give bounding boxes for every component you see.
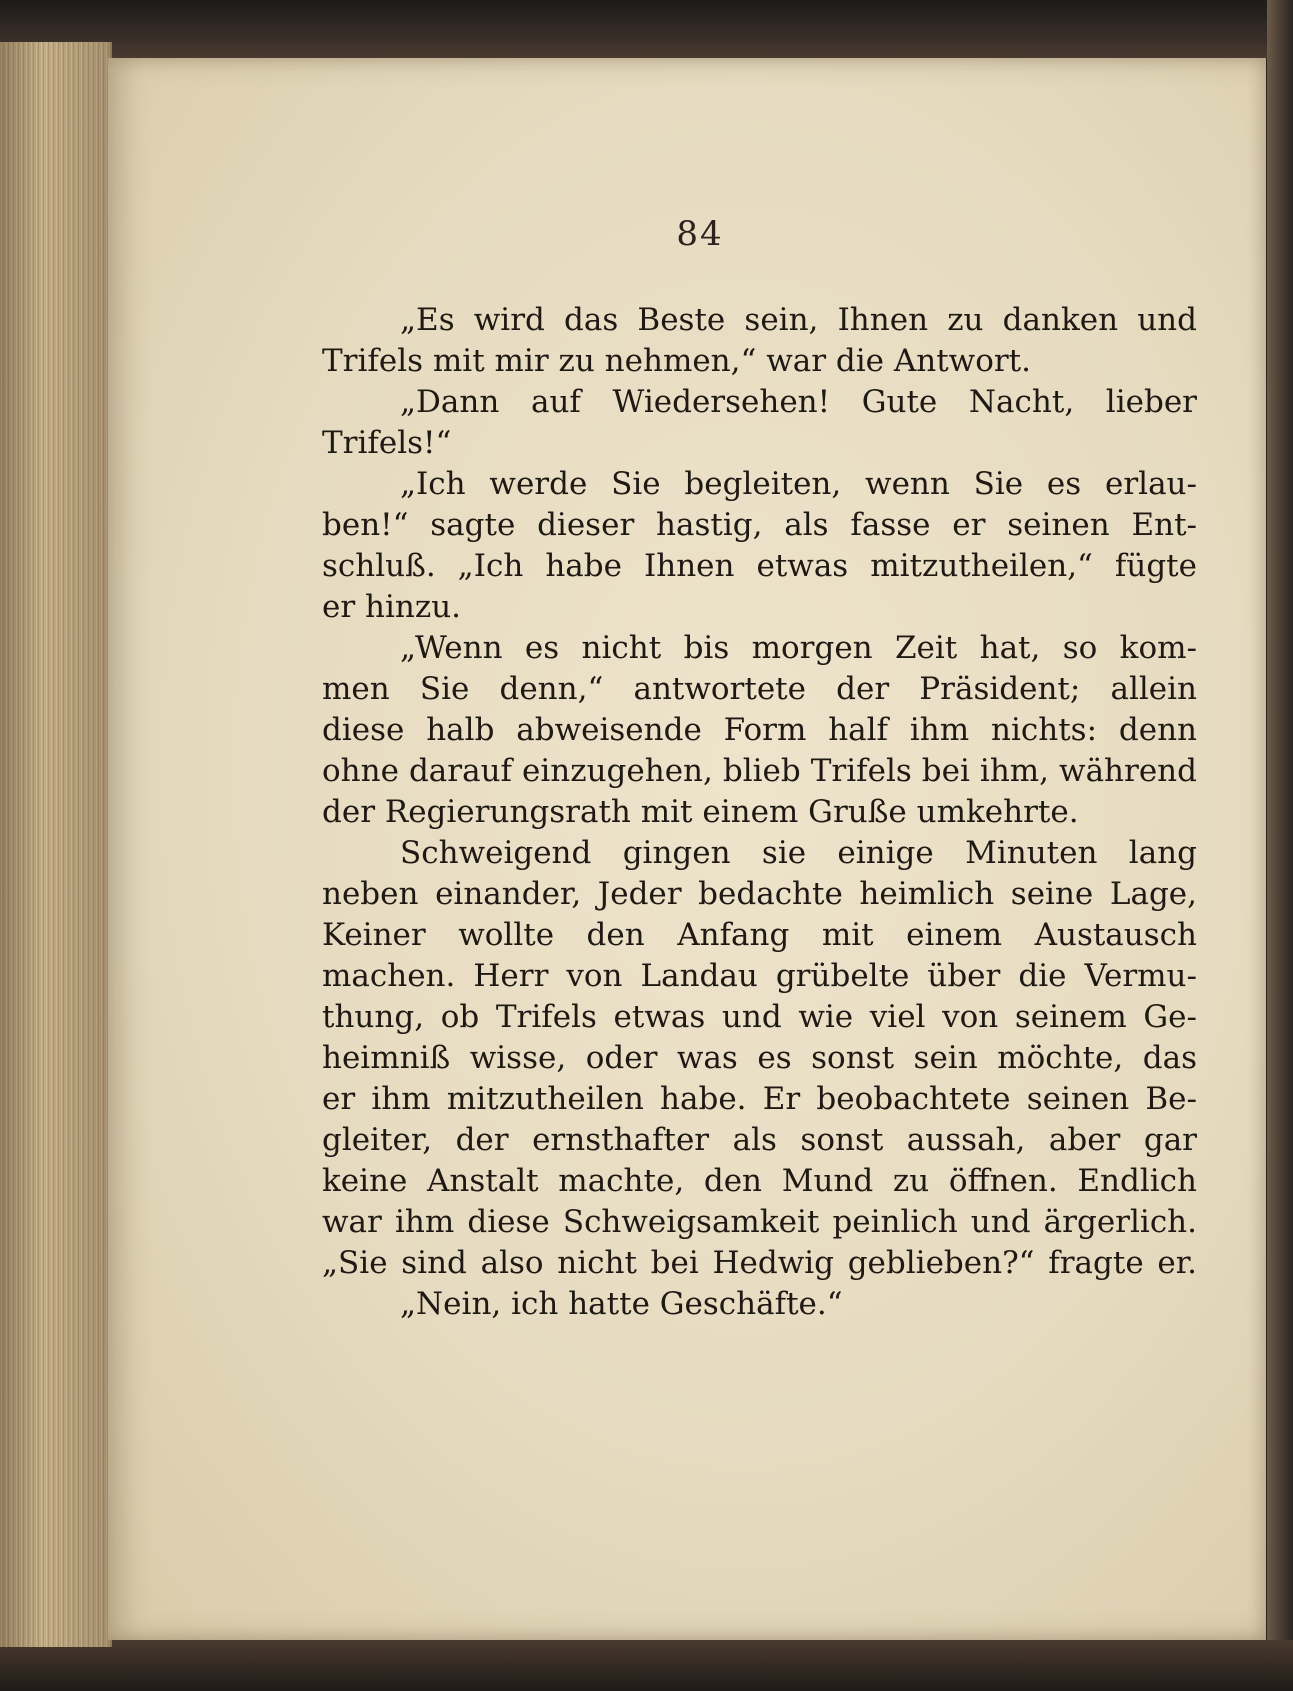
text-line: gleiter, der ernsthafter als sonst aussah, aber gar xyxy=(322,1122,1197,1158)
text-line: „Ich werde Sie begleiten, wenn Sie es erlau- xyxy=(400,466,1197,502)
text-line: „Dann auf Wiedersehen! Gute Nacht, lieber xyxy=(400,384,1197,420)
text-line: „Sie sind also nicht bei Hedwig geblieben?“ fragte er. xyxy=(322,1245,1197,1281)
cover-board-bottom xyxy=(0,1640,1293,1691)
cover-board-top xyxy=(0,0,1293,58)
text-line: war ihm diese Schweigsamkeit peinlich und ärgerlich. xyxy=(322,1204,1197,1240)
text-line: neben einander, Jeder bedachte heimlich seine Lage, xyxy=(322,876,1197,912)
text-line: keine Anstalt machte, den Mund zu öffnen. Endlich xyxy=(322,1163,1197,1199)
text-line: er hinzu. xyxy=(322,589,462,625)
page-number: 84 xyxy=(676,214,724,254)
text-line: machen. Herr von Landau grübelte über die Vermu- xyxy=(322,958,1197,994)
text-line: Trifels!“ xyxy=(322,425,452,461)
text-line: Schweigend gingen sie einige Minuten lang xyxy=(400,835,1197,871)
text-line: diese halb abweisende Form half ihm nichts: denn xyxy=(322,712,1197,748)
text-line: der Regierungsrath mit einem Gruße umkehrte. xyxy=(322,794,1079,830)
text-line: Keiner wollte den Anfang mit einem Austausch xyxy=(322,917,1197,953)
text-line: „Wenn es nicht bis morgen Zeit hat, so kom- xyxy=(400,630,1197,666)
text-line: er ihm mitzutheilen habe. Er beobachtete seinen Be- xyxy=(322,1081,1197,1117)
cover-board-right xyxy=(1267,0,1293,1691)
text-line: men Sie denn,“ antwortete der Präsident; allein xyxy=(322,671,1197,707)
text-line: ben!“ sagte dieser hastig, als fasse er seinen Ent- xyxy=(322,507,1197,543)
text-line: „Nein, ich hatte Geschäfte.“ xyxy=(400,1286,843,1322)
text-line: heimniß wisse, oder was es sonst sein möchte, das xyxy=(322,1040,1197,1076)
text-line: Trifels mit mir zu nehmen,“ war die Antwort. xyxy=(322,343,1031,379)
page-edges-shade xyxy=(0,42,110,1647)
text-line: thung, ob Trifels etwas und wie viel von seinem Ge- xyxy=(322,999,1197,1035)
text-line: ohne darauf einzugehen, blieb Trifels bei ihm, während xyxy=(322,753,1197,789)
text-line: schluß. „Ich habe Ihnen etwas mitzutheilen,“ fügte xyxy=(322,548,1197,584)
text-line: „Es wird das Beste sein, Ihnen zu danken und xyxy=(400,302,1197,338)
